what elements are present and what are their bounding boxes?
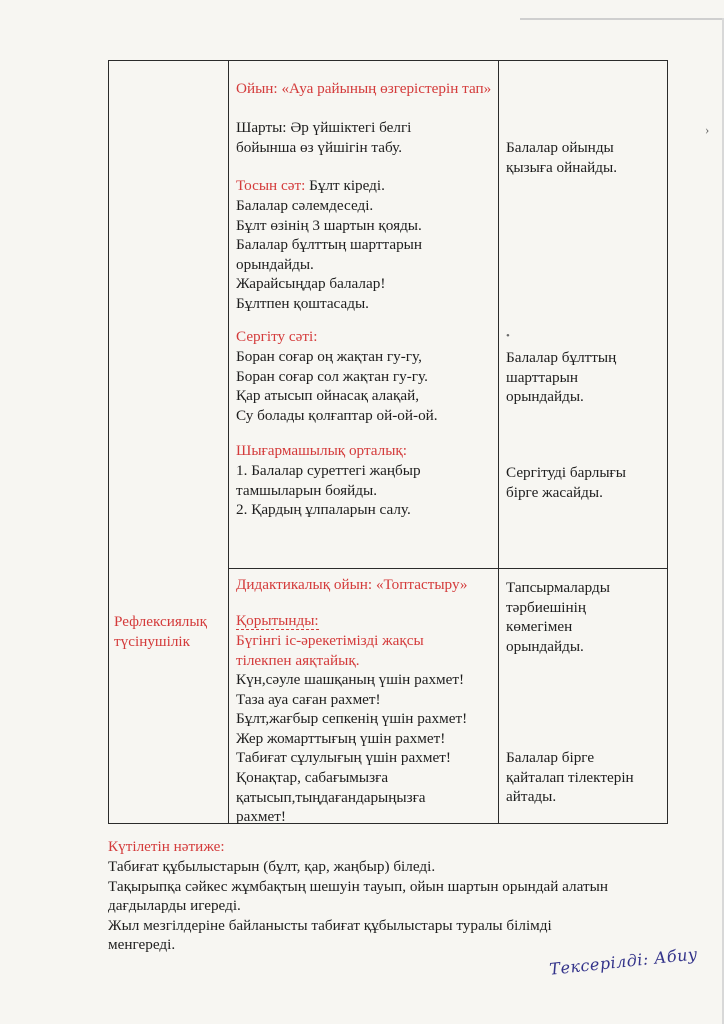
stage-name: Рефлексиялық түсінушілік: [114, 613, 207, 650]
children-activity-3: Сергітуді барлығы бірге жасайды.: [506, 464, 626, 501]
children-activity-5: Балалар бірге қайталап тілектерін айтады.: [506, 749, 634, 806]
table-border-top: [108, 60, 668, 61]
scan-mark: •: [506, 330, 510, 342]
exercise-label: Сергіту сәті:: [236, 328, 318, 345]
game-rules: Шарты: Әр үйшіктегі белгі бойынша өз үйшігін табу.: [236, 119, 412, 156]
table-border-right: [667, 60, 668, 824]
conclusion-block: [236, 611, 498, 631]
surprise-label: Тосын сәт:: [236, 177, 306, 194]
page-edge-top: [520, 18, 724, 20]
table-col-divider-2: [498, 60, 499, 824]
table-row-divider: [228, 568, 668, 569]
children-activity-4: Тапсырмаларды тәрбиешінің көмегімен орындайды.: [506, 579, 610, 655]
conclusion-wish: Бүгінгі іс-әрекетімізді жақсы тілекпен аяқтайық.: [236, 632, 424, 669]
surprise-first-line: Бұлт кіреді.: [305, 177, 385, 194]
expected-result-title: Күтілетін нәтиже:: [108, 838, 225, 855]
children-activity-1: Балалар ойынды қызыға ойнайды.: [506, 139, 617, 176]
table-border-left: [108, 60, 109, 824]
game-title: Ойын: «Ауа райының өзгерістерін тап»: [236, 80, 492, 97]
surprise-lines: Балалар сәлемдеседі. Бұлт өзінің 3 шартын қояды. Балалар бұлттың шарттарын орындайды. Жарайсыңдар балалар! Бұлтпен қоштасады.: [236, 197, 423, 312]
expected-result-text: Табиғат құбылыстарын (бұлт, қар, жаңбыр) біледі. Тақырыпқа сәйкес жұмбақтың шешуін тауып, ойын шартын орындай алатын дағдыларды игереді. Жыл мезгілдеріне байланысты табиғат құбылыстары туралы білімді менгереді.: [108, 858, 608, 954]
creative-label: Шығармашылық орталық:: [236, 442, 408, 459]
handwritten-signature: Тексерілді: Абиу: [548, 944, 699, 979]
table-col-divider-1: [228, 60, 229, 824]
gratitude-poem: Күн,сәуле шашқаның үшін рахмет! Таза ауа саған рахмет! Бұлт,жағбыр сепкенің үшін рахмет! Жер жомарттығың үшін рахмет! Табиғат сұлулығың үшін рахмет! Қонақтар, сабағымызға қатысып,тыңдағандарыңызға рахмет!: [236, 671, 468, 826]
creative-lines: 1. Балалар суреттегі жаңбыр тамшыларын бояйды. 2. Қардың ұлпаларын салу.: [236, 462, 421, 519]
conclusion-label: Қорытынды:: [236, 612, 319, 629]
scan-mark: ›: [705, 122, 710, 137]
surprise-moment: [236, 176, 496, 196]
didactic-game: Дидактикалық ойын: «Топтастыру»: [236, 576, 468, 593]
exercise-lines: Боран соғар оң жақтан гу-гу, Боран соғар сол жақтан гу-гу. Қар атысып ойнасақ алақай, Су болады қолғаптар ой-ой-ой.: [236, 348, 438, 424]
children-activity-2: Балалар бұлттың шарттарын орындайды.: [506, 349, 617, 406]
